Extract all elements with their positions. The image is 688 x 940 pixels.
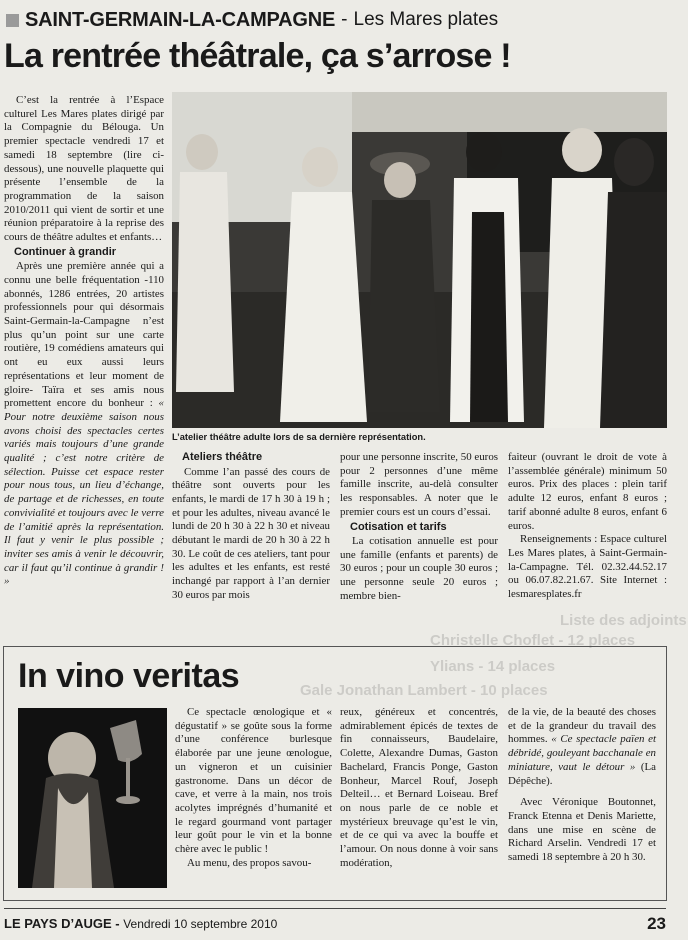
paragraph: Ce spectacle œnologique et « dégustatif » se goûte sous la forme d’une conférence burlesque élaborée par une jeune œnologue, un vigneron et un cuisinier gastronome. Dans un décor de cave, et verre à la main, nos trois acolytes imprégnés d’humanité et le regard gourmand vont partager leur goût pour le vin et la bonne chère avec le public !: [175, 706, 332, 856]
bleed-text: Liste des adjoints: [560, 612, 687, 629]
article2-title: In vino veritas: [18, 657, 240, 695]
paragraph: faiteur (ouvrant le droit de vote à l’assemblée générale) minimum 50 euros. Prix des places : plein tarif adulte 12 euros, enfant 8 euros ; tarif abonné adulte 8 euros, enfant 6 euros.: [508, 451, 667, 532]
quote: « Ce spectacle païen et débridé, gouleyant bacchanale en miniature, vaut le détour »: [508, 733, 656, 773]
article2-column-2: [340, 706, 498, 870]
article1-column-1: [4, 94, 164, 589]
footer-rule: [4, 908, 666, 909]
paragraph-text: Après une première année qui a connu une belle fréquentation -110 abonnés, 1286 entrées, 20 artistes professionnels pour qui désormais Saint-Germain-la-Campagne n’est plus qu’un point sur une carte routière, 19 comédiens amateurs qui ont eu eux aussi leurs représentations et leur moment de gloire- Taïra et ses amis nous promettent encore du bonheur :: [4, 260, 164, 410]
subheading: Continuer à grandir: [14, 245, 117, 258]
subheading: Ateliers théâtre: [182, 451, 263, 463]
paragraph: [4, 260, 164, 589]
kicker: [6, 8, 682, 32]
article2-column-1: [175, 706, 332, 870]
subheading: Cotisation et tarifs: [350, 520, 447, 533]
paragraph-text: (La Dépêche).: [508, 760, 656, 787]
article2-column-3: [508, 706, 656, 865]
article1-column-2: [172, 450, 330, 603]
article1-column-4: [508, 451, 667, 602]
paragraph: Comme l’an passé des cours de théâtre sont ouverts pour les enfants, le mardi de 17 h 30 à 19 h ; et pour les adultes, niveau avancé le lundi de 20 h 30 à 22 h 30 et niveau débutant le mardi de 20 h 30 à 22 h 30. Le coût de ces ateliers, tant pour les adultes et les enfants, est resté inchangé par rapport à l’an dernier 30 euros par mois: [172, 465, 330, 601]
quote: « Pour notre deuxième saison nous avons choisi des spectacles certes variés mais toujours d’une grande qualité ; c’est notre critère de sélection. Puisse cet espace rester pour nous tous, un lieu d’échange, de partage et de richesses, en toute convivialité et toujours avec le verre de l’amitié après la représentation. Il faut y venir le plus possible ; inviter ses amis à venir le découvrir, car il faut qu’il continue à grandir ! »: [4, 397, 164, 588]
article1-column-3: [340, 451, 498, 604]
page-footer: [0, 908, 688, 936]
wine-photo: [18, 708, 167, 888]
paragraph: Avec Véronique Boutonnet, Franck Etenna et Denis Mariette, dans une mise en scène de Richard Arselin. Vendredi 17 et samedi 18 septembre à 20 h 30.: [508, 796, 656, 864]
bleed-text: Christelle Choflet - 12 places: [430, 632, 636, 649]
paragraph: pour une personne inscrite, 50 euros pour 2 personnes d’une même famille inscrite, au-delà consulter les responsables. A noter que le premier cours est un cours d’essai.: [340, 451, 498, 518]
kicker-square-icon: [6, 14, 19, 27]
paragraph: La cotisation annuelle est pour une famille (enfants et parents) de 30 euros ; pour un couple 30 euros ; une personne seule 20 euros ; membre bien-: [340, 535, 498, 602]
paragraph: Renseignements : Espace culturel Les Mares plates, à Saint-Germain-la-Campagne. Tél. 02.32.44.52.17 ou 06.07.82.21.67. Site Internet : lesmaresplates.fr: [508, 533, 667, 601]
page-number: 23: [647, 914, 666, 933]
paragraph: [508, 706, 656, 788]
bleed-text: Gale Jonathan Lambert - 10 places: [300, 682, 548, 699]
photo-caption: L’atelier théâtre adulte lors de sa dernière représentation.: [172, 432, 426, 442]
headline: La rentrée théâtrale, ça s’arrose !: [4, 37, 511, 75]
footer-paper: [4, 916, 277, 931]
paragraph-text: de la vie, de la beauté des choses et de la grandeur du travail des hommes.: [508, 706, 656, 746]
paragraph: C’est la rentrée à l’Espace culturel Les Mares plates dirigé par la Compagnie du Bélouga. Un premier spectacle vendredi 17 et samedi 18 septembre (lire ci-dessous), une nouvelle plaquette qui présente l’ensemble de la programmation de la saison 2010/2011 qui vient de sortir et une réunion préparatoire à la reprise des cours de théâtre adultes et enfants…: [4, 94, 164, 244]
wine-photo-image: [18, 708, 167, 888]
kicker-town: SAINT-GERMAIN-LA-CAMPAGNE: [25, 8, 336, 31]
theatre-photo: [172, 92, 667, 428]
paragraph: Au menu, des propos savou-: [187, 856, 312, 869]
theatre-photo-image: [172, 92, 667, 428]
issue-date: Vendredi 10 septembre 2010: [123, 917, 278, 931]
kicker-venue: Les Mares plates: [353, 9, 499, 30]
paper-name: LE PAYS D’AUGE -: [4, 916, 124, 931]
kicker-separator: -: [341, 9, 348, 30]
bleed-text: Ylians - 14 places: [430, 658, 556, 675]
paragraph: reux, généreux et concentrés, admirablement épicés de textes de fin connaisseurs, Baudelaire, Colette, Alexandre Dumas, Gaston Bachelard, Francis Ponge, Gaston Bonheur, Marcel Rouf, Joseph Delteil… et Bernard Loiseau. Bref on nous parle de ce noble et mystérieux breuvage qu’est le vin, et de ce qui va avec la bouffe et l’amour. On nous donne à voir sans modération,: [340, 706, 498, 869]
